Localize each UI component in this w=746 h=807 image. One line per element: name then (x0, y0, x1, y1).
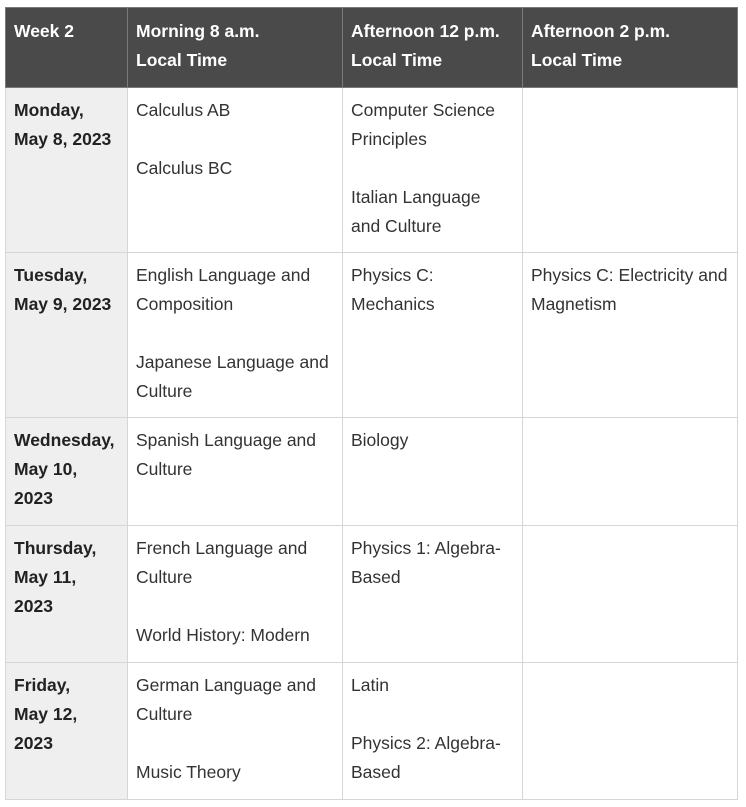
header-noon-zone: Local Time (351, 50, 443, 70)
table-row (6, 88, 738, 253)
header-afternoon-time: Afternoon 2 p.m. (531, 21, 671, 41)
day-name: Thursday, (14, 538, 97, 558)
exam-entry: English Language and Composition (136, 265, 311, 314)
day-year: 2023 (14, 596, 53, 616)
day-name: Friday, (14, 675, 71, 695)
header-morning-time: Morning 8 a.m. (136, 21, 260, 41)
exam-entry: Biology (351, 430, 409, 450)
noon-cell (343, 663, 523, 800)
exam-entry: Computer Science Principles (351, 100, 495, 149)
day-cell (6, 253, 128, 418)
afternoon-cell (523, 663, 738, 800)
table-row (6, 253, 738, 418)
day-date: May 8, 2023 (14, 129, 112, 149)
day-year: 2023 (14, 488, 53, 508)
exam-entry: Calculus BC (136, 158, 233, 178)
header-noon (343, 8, 523, 88)
day-year: 2023 (14, 733, 53, 753)
day-cell (6, 663, 128, 800)
day-date: May 12, (14, 704, 78, 724)
day-date: May 9, 2023 (14, 294, 112, 314)
morning-cell (128, 418, 343, 526)
afternoon-cell (523, 88, 738, 253)
header-morning-zone: Local Time (136, 50, 228, 70)
exam-entry: Italian Language and Culture (351, 187, 481, 236)
header-week (6, 8, 128, 88)
table-row (6, 526, 738, 663)
header-week-label: Week 2 (14, 21, 74, 41)
exam-entry: Physics 2: Algebra-Based (351, 733, 501, 782)
exam-schedule-table (5, 7, 738, 800)
exam-entry: Music Theory (136, 762, 241, 782)
afternoon-cell (523, 526, 738, 663)
day-date: May 10, (14, 459, 78, 479)
exam-entry: Physics C: Electricity and Magnetism (531, 265, 728, 314)
day-cell (6, 526, 128, 663)
day-name: Tuesday, (14, 265, 88, 285)
day-date: May 11, (14, 567, 77, 587)
exam-entry: Calculus AB (136, 100, 231, 120)
exam-entry: Spanish Language and Culture (136, 430, 317, 479)
exam-entry: French Language and Culture (136, 538, 308, 587)
exam-entry: World History: Modern (136, 625, 310, 645)
noon-cell (343, 253, 523, 418)
table-row (6, 418, 738, 526)
day-name: Wednesday, (14, 430, 115, 450)
day-cell (6, 88, 128, 253)
header-morning (128, 8, 343, 88)
header-afternoon (523, 8, 738, 88)
header-row (6, 8, 738, 88)
afternoon-cell (523, 253, 738, 418)
exam-entry: Physics C: Mechanics (351, 265, 435, 314)
noon-cell (343, 88, 523, 253)
exam-entry: German Language and Culture (136, 675, 316, 724)
morning-cell (128, 663, 343, 800)
exam-entry: Physics 1: Algebra-Based (351, 538, 501, 587)
morning-cell (128, 88, 343, 253)
header-afternoon-zone: Local Time (531, 50, 623, 70)
noon-cell (343, 526, 523, 663)
morning-cell (128, 526, 343, 663)
day-cell (6, 418, 128, 526)
morning-cell (128, 253, 343, 418)
noon-cell (343, 418, 523, 526)
exam-entry: Japanese Language and Culture (136, 352, 329, 401)
exam-entry: Latin (351, 675, 389, 695)
table-row (6, 663, 738, 800)
afternoon-cell (523, 418, 738, 526)
day-name: Monday, (14, 100, 84, 120)
header-noon-time: Afternoon 12 p.m. (351, 21, 500, 41)
